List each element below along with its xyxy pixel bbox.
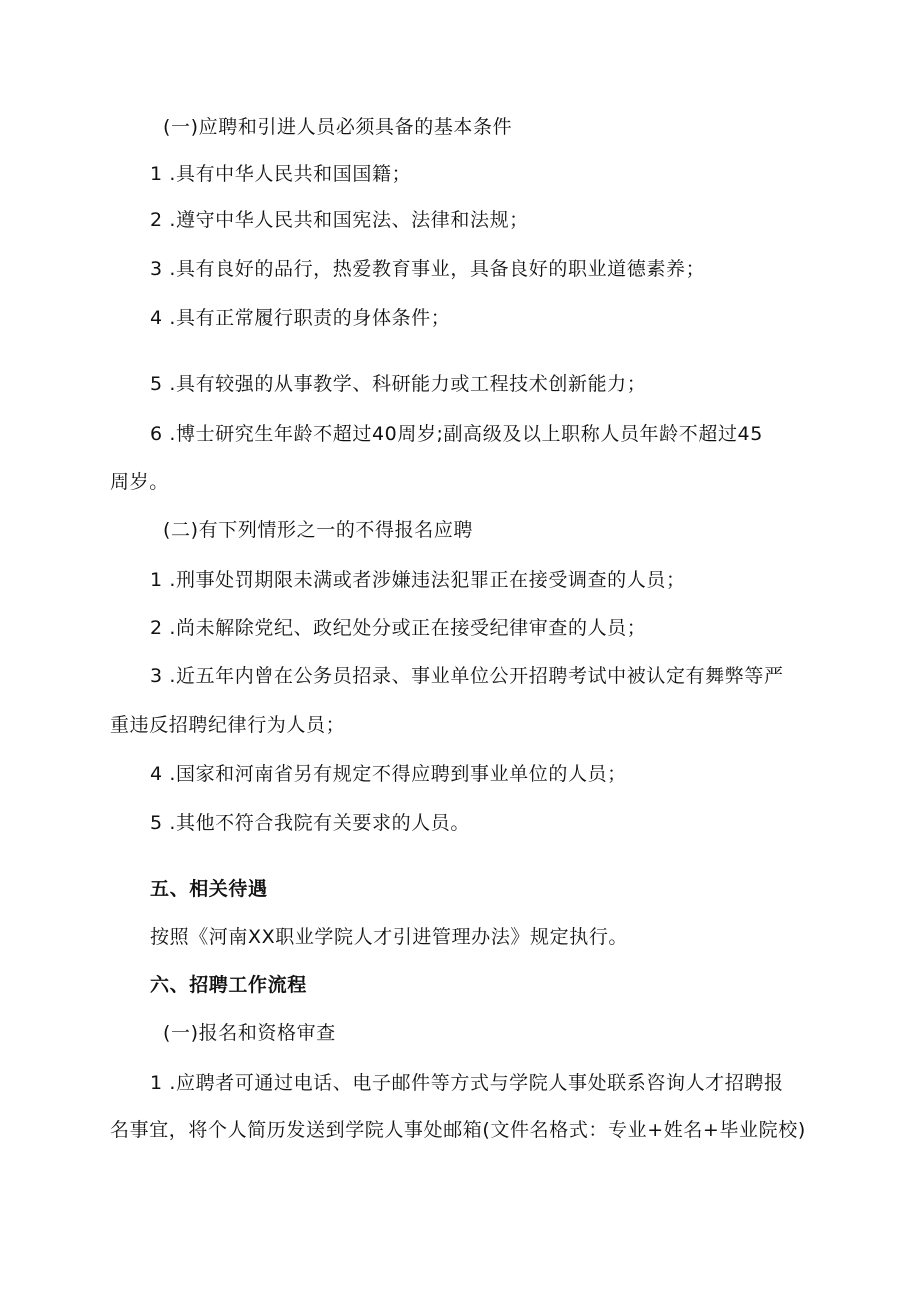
disqualification-item-2: 2 .尚未解除党纪、政纪处分或正在接受纪律审查的人员； — [150, 617, 647, 639]
section-heading-basic-conditions: (一)应聘和引进人员必须具备的基本条件 — [163, 116, 513, 138]
condition-item-1: 1 .具有中华人民共和国国籍； — [150, 163, 412, 185]
condition-item-6-continued: 周岁。 — [110, 471, 169, 493]
registration-item-1-continued: 名事宜，将个人简历发送到学院人事处邮箱(文件名格式：专业+姓名+毕业院校) — [110, 1119, 806, 1141]
benefits-text: 按照《河南XX职业学院人才引进管理办法》规定执行。 — [150, 926, 629, 948]
disqualification-item-3: 3 .近五年内曾在公务员招录、事业单位公开招聘考试中被认定有舞弊等严 — [150, 665, 784, 687]
disqualification-item-1: 1 .刑事处罚期限未满或者涉嫌违法犯罪正在接受调查的人员； — [150, 569, 686, 591]
condition-item-5: 5 .具有较强的从事教学、科研能力或工程技术创新能力； — [150, 373, 647, 395]
section-heading-benefits: 五、相关待遇 — [150, 878, 268, 900]
condition-item-2: 2 .遵守中华人民共和国宪法、法律和法规； — [150, 209, 529, 231]
condition-item-6: 6 .博士研究生年龄不超过40周岁;副高级及以上职称人员年龄不超过45 — [150, 423, 763, 445]
subsection-heading-registration: (一)报名和资格审查 — [163, 1022, 336, 1044]
condition-item-4: 4 .具有正常履行职责的身体条件； — [150, 307, 451, 329]
disqualification-item-4: 4 .国家和河南省另有规定不得应聘到事业单位的人员； — [150, 763, 627, 785]
disqualification-item-5: 5 .其他不符合我院有关要求的人员。 — [150, 812, 470, 834]
registration-item-1: 1 .应聘者可通过电话、电子邮件等方式与学院人事处联系咨询人才招聘报 — [150, 1072, 784, 1094]
section-heading-process: 六、招聘工作流程 — [150, 974, 307, 996]
disqualification-item-3-continued: 重违反招聘纪律行为人员； — [110, 714, 346, 736]
section-heading-disqualifications: (二)有下列情形之一的不得报名应聘 — [163, 519, 474, 541]
condition-item-3: 3 .具有良好的品行，热爱教育事业，具备良好的职业道德素养； — [150, 258, 706, 280]
